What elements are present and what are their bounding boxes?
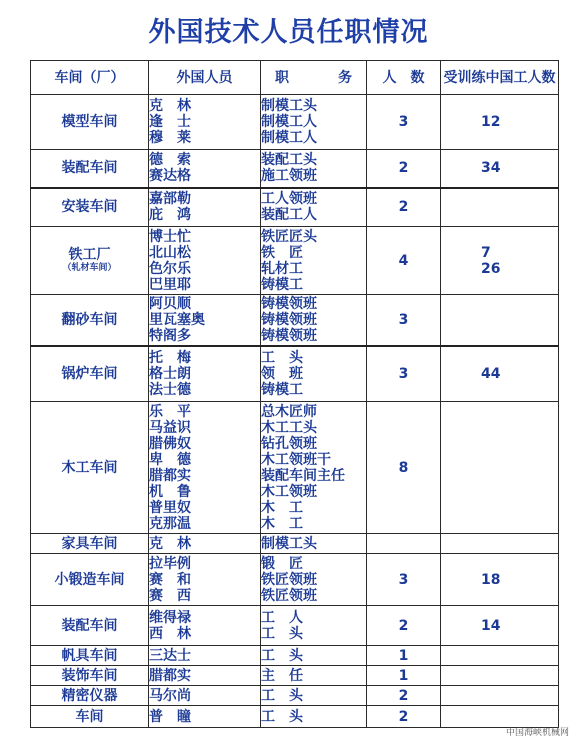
- trained-workers-cell: [441, 150, 559, 188]
- count-cell: 8: [367, 402, 441, 534]
- shop-name: 帆具车间: [61, 647, 118, 664]
- foreigner-name: 腊都实: [149, 467, 191, 484]
- shop-name: 铁工厂: [68, 247, 111, 263]
- foreigner-name: 维得禄: [149, 609, 191, 626]
- count-cell: 2: [367, 706, 441, 728]
- positions-cell: [261, 646, 367, 666]
- table-row: [31, 346, 559, 402]
- foreigner-name: 普里奴: [149, 499, 191, 516]
- count-cell: 1: [367, 666, 441, 686]
- trained-workers-cell: [441, 227, 559, 295]
- position-title: 铸模领班: [261, 311, 317, 328]
- trained-count: 26: [481, 260, 501, 277]
- table-row: [31, 295, 559, 346]
- foreigner-names-cell: [149, 150, 261, 188]
- positions-cell: [261, 706, 367, 728]
- trained-count: 18: [481, 571, 501, 588]
- table-row: [31, 402, 559, 534]
- position-title: 铁匠匠头: [261, 228, 317, 245]
- shop-name: 锅炉车间: [61, 365, 118, 382]
- shop-cell: [31, 646, 149, 666]
- foreigner-name: 赛 西: [149, 587, 191, 604]
- trained-count: 12: [481, 114, 501, 130]
- positions-cell: [261, 554, 367, 606]
- table-row: [31, 666, 559, 686]
- table-row: [31, 554, 559, 606]
- trained-workers-cell: [441, 95, 559, 150]
- trained-workers-cell: [441, 402, 559, 534]
- table-row: [31, 227, 559, 295]
- position-title: 铸模领班: [261, 327, 317, 344]
- foreigner-name: 机 鲁: [149, 483, 191, 500]
- header-trained: 受训练中国工人数: [441, 61, 559, 95]
- personnel-table: [30, 60, 559, 728]
- trained-workers-cell: [441, 346, 559, 402]
- count-cell: 2: [367, 686, 441, 706]
- foreigner-name: 穆 莱: [149, 130, 191, 146]
- foreigner-names-cell: [149, 646, 261, 666]
- foreigner-names-cell: [149, 534, 261, 554]
- foreigner-name: 阿贝顺: [149, 295, 191, 312]
- foreigner-name: 克 林: [149, 98, 191, 114]
- foreigner-name: 嘉部勒: [149, 191, 191, 208]
- positions-cell: [261, 534, 367, 554]
- table-row: [31, 150, 559, 188]
- trained-count: 7: [481, 244, 491, 261]
- trained-workers-cell: [441, 686, 559, 706]
- table-row: [31, 606, 559, 646]
- count-cell: 3: [367, 554, 441, 606]
- foreigner-name: 西 林: [149, 625, 191, 642]
- trained-workers-cell: [441, 606, 559, 646]
- foreigner-name: 逢 士: [149, 114, 191, 130]
- foreigner-name: 德 索: [149, 152, 191, 169]
- foreigner-name: 腊都实: [149, 667, 191, 684]
- trained-workers-cell: [441, 534, 559, 554]
- position-title: 铸模工: [261, 381, 303, 398]
- shop-name: 装配车间: [61, 617, 118, 634]
- position-title: 工 头: [261, 708, 303, 725]
- table-row: [31, 706, 559, 728]
- position-title: 制模工人: [261, 114, 317, 130]
- position-title: 钻孔领班: [261, 435, 317, 452]
- shop-cell: [31, 295, 149, 346]
- position-title: 铁 匠: [261, 244, 303, 261]
- position-title: 工 头: [261, 687, 303, 704]
- foreigner-names-cell: [149, 686, 261, 706]
- shop-name: 车间: [75, 708, 104, 725]
- position-title: 主 任: [261, 667, 303, 684]
- position-title: 铸模领班: [261, 295, 317, 312]
- shop-cell: [31, 554, 149, 606]
- positions-cell: [261, 666, 367, 686]
- positions-cell: [261, 346, 367, 402]
- shop-name: 装饰车间: [61, 667, 118, 684]
- count-cell: [367, 534, 441, 554]
- shop-name: 安装车间: [61, 199, 118, 216]
- foreigner-name: 色尔乐: [149, 260, 191, 277]
- page-title: 外国技术人员任职情况: [148, 17, 429, 48]
- trained-workers-cell: [441, 554, 559, 606]
- position-title: 装配车间主任: [261, 467, 345, 484]
- shop-cell: [31, 227, 149, 295]
- table-row: [31, 686, 559, 706]
- foreigner-name: 格士朗: [149, 365, 191, 382]
- shop-cell: [31, 150, 149, 188]
- foreigner-name: 克 林: [149, 535, 191, 552]
- shop-name: 小锻造车间: [54, 571, 125, 588]
- header-count: 人 数: [367, 61, 441, 95]
- position-title: 铁匠领班: [261, 587, 317, 604]
- foreigner-names-cell: [149, 402, 261, 534]
- trained-count: 44: [481, 365, 501, 382]
- header-foreigners: 外国人员: [149, 61, 261, 95]
- table-header-row: [31, 61, 559, 95]
- shop-cell: [31, 534, 149, 554]
- shop-cell: [31, 346, 149, 402]
- foreigner-name: 法士德: [149, 381, 191, 398]
- position-title: 制模工头: [261, 535, 317, 552]
- foreigner-name: 拉毕例: [149, 555, 191, 572]
- position-title: 木 工: [261, 515, 303, 532]
- trained-workers-cell: [441, 188, 559, 227]
- position-title: 工 头: [261, 625, 303, 642]
- header-shop: 车间（厂）: [31, 61, 149, 95]
- shop-cell: [31, 95, 149, 150]
- shop-cell: [31, 686, 149, 706]
- shop-cell: [31, 402, 149, 534]
- foreigner-name: 里瓦塞奥: [149, 311, 205, 328]
- table-row: [31, 534, 559, 554]
- header-position-part2: 务: [338, 69, 352, 86]
- watermark: 中国海峡机械网: [505, 728, 569, 738]
- foreigner-name: 托 梅: [149, 349, 191, 366]
- foreigner-name: 庇 鸿: [149, 207, 191, 224]
- table-row: [31, 646, 559, 666]
- positions-cell: [261, 295, 367, 346]
- position-title: 装配工人: [261, 207, 317, 224]
- position-title: 锻 匠: [261, 555, 303, 572]
- shop-name: 木工车间: [61, 459, 118, 476]
- shop-name: 精密仪器: [61, 687, 118, 704]
- positions-cell: [261, 188, 367, 227]
- header-position: [261, 61, 367, 95]
- trained-workers-cell: [441, 666, 559, 686]
- foreigner-names-cell: [149, 706, 261, 728]
- foreigner-name: 赛达格: [149, 168, 191, 185]
- position-title: 铸模工: [261, 276, 303, 293]
- foreigner-names-cell: [149, 188, 261, 227]
- foreigner-name: 腊佛奴: [149, 435, 191, 452]
- positions-cell: [261, 150, 367, 188]
- positions-cell: [261, 402, 367, 534]
- count-cell: 2: [367, 150, 441, 188]
- trained-workers-cell: [441, 646, 559, 666]
- shop-name: 翻砂车间: [61, 311, 118, 328]
- position-title: 木工领班干: [261, 451, 331, 468]
- shop-name: 模型车间: [61, 114, 118, 130]
- position-title: 木工工头: [261, 419, 317, 436]
- foreigner-name: 克那温: [149, 515, 191, 532]
- shop-cell: [31, 606, 149, 646]
- count-cell: 1: [367, 646, 441, 666]
- positions-cell: [261, 606, 367, 646]
- count-cell: 3: [367, 95, 441, 150]
- shop-name: 家具车间: [61, 535, 118, 552]
- foreigner-names-cell: [149, 554, 261, 606]
- position-title: 装配工头: [261, 152, 317, 169]
- count-cell: 4: [367, 227, 441, 295]
- position-title: 制模工人: [261, 130, 317, 146]
- foreigner-name: 巴里耶: [149, 276, 191, 293]
- count-cell: 2: [367, 606, 441, 646]
- position-title: 木工领班: [261, 483, 317, 500]
- positions-cell: [261, 95, 367, 150]
- positions-cell: [261, 686, 367, 706]
- foreigner-names-cell: [149, 666, 261, 686]
- count-cell: 3: [367, 346, 441, 402]
- positions-cell: [261, 227, 367, 295]
- foreigner-name: 北山松: [149, 244, 191, 261]
- position-title: 总木匠师: [261, 403, 317, 420]
- position-title: 轧材工: [261, 260, 303, 277]
- foreigner-name: 赛 和: [149, 571, 191, 588]
- foreigner-name: 特阁多: [149, 327, 191, 344]
- trained-count: 34: [481, 160, 501, 177]
- position-title: 工 头: [261, 647, 303, 664]
- position-title: 铁匠领班: [261, 571, 317, 588]
- foreigner-names-cell: [149, 95, 261, 150]
- foreigner-name: 乐 平: [149, 403, 191, 420]
- position-title: 工人领班: [261, 191, 317, 208]
- count-cell: 2: [367, 188, 441, 227]
- trained-workers-cell: [441, 295, 559, 346]
- trained-count: 14: [481, 617, 501, 634]
- shop-name: 装配车间: [61, 160, 118, 177]
- foreigner-name: 三达士: [149, 647, 191, 664]
- foreigner-names-cell: [149, 295, 261, 346]
- foreigner-names-cell: [149, 227, 261, 295]
- foreigner-name: 博士忙: [149, 228, 191, 245]
- position-title: 工 头: [261, 349, 303, 366]
- table-row: [31, 95, 559, 150]
- foreigner-name: 卑 德: [149, 451, 191, 468]
- shop-cell: [31, 188, 149, 227]
- shop-subtitle: （轧材车间）: [62, 263, 117, 273]
- position-title: 制模工头: [261, 98, 317, 114]
- count-cell: 3: [367, 295, 441, 346]
- foreigner-names-cell: [149, 606, 261, 646]
- header-position-part1: 职: [275, 69, 289, 86]
- position-title: 工 人: [261, 609, 303, 626]
- position-title: 领 班: [261, 365, 303, 382]
- foreigner-name: 马益识: [149, 419, 191, 436]
- shop-cell: [31, 666, 149, 686]
- position-title: 施工领班: [261, 168, 317, 185]
- shop-cell: [31, 706, 149, 728]
- foreigner-name: 马尔尚: [149, 687, 191, 704]
- foreigner-name: 普 瞳: [149, 708, 191, 725]
- foreigner-names-cell: [149, 346, 261, 402]
- table-row: [31, 188, 559, 227]
- position-title: 木 工: [261, 499, 303, 516]
